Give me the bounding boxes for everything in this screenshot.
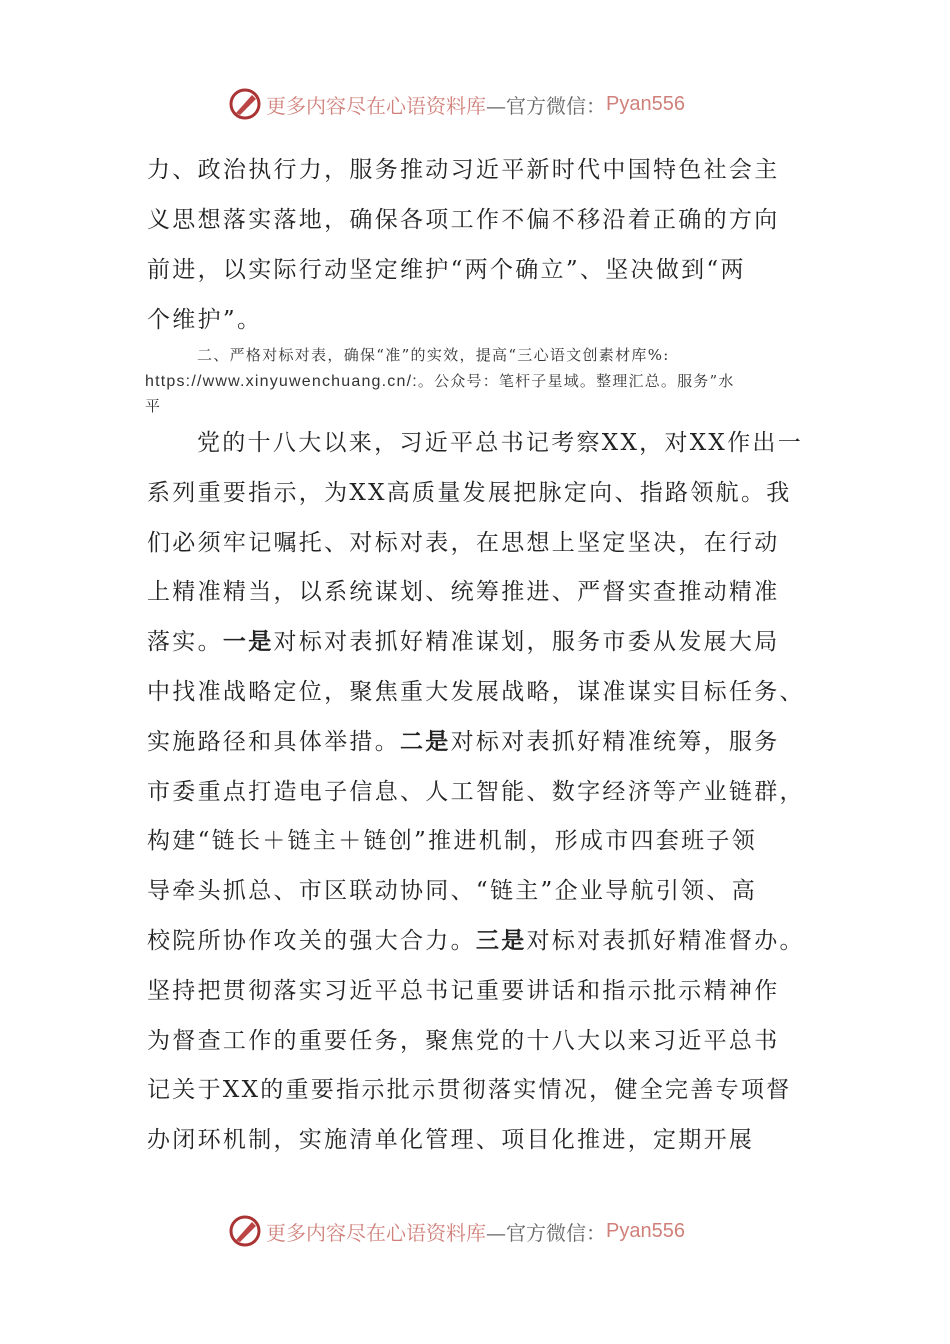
text-segment: 构建“链长＋链主＋链创”推进机制，形成市四套班子领 [147, 828, 758, 855]
paragraph-line [147, 926, 805, 956]
paragraph-line [147, 1026, 780, 1056]
text-segment: 系列重要指示，为XX高质量发展把脉定向、指路领航。我 [147, 479, 792, 506]
heading-text: 。公众号：笔杆子星域。整理汇总。服务”水 [417, 372, 735, 390]
text-segment: 记关于XX的重要指示批示贯彻落实情况，健全完善专项督 [147, 1077, 792, 1104]
paragraph-line [147, 528, 780, 558]
paragraph-line [147, 777, 805, 807]
watermark-text: 更多内容尽在心语资料库 [266, 93, 486, 118]
paragraph-line: 力、政治执行力，服务推动习近平新时代中国特色社会主 [147, 157, 780, 183]
paragraph-line: 个维护”。 [147, 307, 263, 333]
watermark-wechat-id: Pyan556 [606, 92, 685, 115]
url-link[interactable]: https://www.xinyuwenchuang.cn/: [145, 373, 418, 390]
text-segment: 落实。 [147, 629, 223, 656]
paragraph-line: 义思想落实落地，确保各项工作不偏不移沿着正确的方向 [147, 207, 780, 233]
paragraph-line: 前进，以实际行动坚定维护“两个确立”、坚决做到“两 [147, 257, 746, 283]
text-segment: 为督查工作的重要任务，聚焦党的十八大以来习近平总书 [147, 1027, 780, 1054]
paragraph-line [147, 1125, 754, 1155]
header-watermark [228, 84, 685, 124]
paragraph-line [147, 826, 757, 856]
text-segment: 对标对表抓好精准督办。 [526, 928, 805, 954]
emphasis-text: 一是 [222, 628, 274, 656]
paragraph-line [147, 577, 780, 607]
text-segment: 市委重点打造电子信息、人工智能、数字经济等产业链群， [147, 778, 805, 805]
paragraph-line [147, 478, 792, 508]
text-segment: 导牵头抓总、市区联动协同、“链主”企业导航引领、高 [147, 878, 758, 905]
paragraph-line [147, 727, 780, 757]
paragraph-line [147, 876, 757, 906]
watermark-wechat-label: —官方微信： [486, 93, 606, 118]
section-heading-line1: 二、严格对标对表，确保“准”的实效，提高“三心语文创素材库%: [197, 346, 670, 364]
text-segment: 校院所协作攻关的强大合力。 [147, 928, 476, 954]
footer-watermark [228, 1211, 685, 1251]
section-heading-line3: 平 [145, 397, 161, 415]
text-segment: 实施路径和具体举措。 [147, 728, 400, 755]
text-segment: 上精准精当，以系统谋划、统筹推进、严督实查推动精准 [147, 579, 780, 606]
emphasis-text: 三是 [475, 927, 527, 954]
paragraph-line [147, 677, 805, 707]
text-segment: 党的十八大以来，习近平总书记考察XX，对XX作出一 [197, 430, 803, 456]
paragraph-line [147, 1075, 792, 1105]
text-segment: 们必须牢记嘱托、对标对表，在思想上坚定坚决，在行动 [147, 529, 780, 556]
pen-logo-icon [228, 87, 262, 121]
emphasis-text: 二是 [400, 727, 451, 755]
paragraph-line [147, 627, 780, 657]
section-heading-line2 [145, 371, 735, 392]
text-segment: 对标对表抓好精准谋划，服务市委从发展大局 [273, 629, 780, 656]
watermark-wechat-label: —官方微信： [486, 1220, 606, 1245]
text-segment: 对标对表抓好精准统筹，服务 [450, 728, 780, 755]
watermark-text: 更多内容尽在心语资料库 [266, 1220, 486, 1245]
paragraph-line [197, 428, 803, 458]
text-segment: 办闭环机制，实施清单化管理、项目化推进，定期开展 [147, 1127, 755, 1154]
watermark-wechat-id: Pyan556 [606, 1219, 685, 1242]
text-segment: 坚持把贯彻落实习近平总书记重要讲话和指示批示精神作 [147, 977, 780, 1004]
pen-logo-icon [228, 1214, 262, 1248]
text-segment: 中找准战略定位，聚焦重大发展战略，谋准谋实目标任务、 [147, 679, 805, 705]
paragraph-line [147, 976, 780, 1006]
